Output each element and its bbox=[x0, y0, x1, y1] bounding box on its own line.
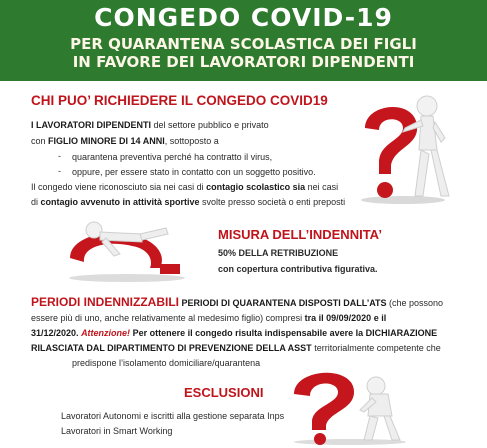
text-bold: FIGLIO MINORE DI 14 ANNI bbox=[48, 136, 165, 146]
bullet-dash: - bbox=[58, 151, 61, 161]
bullet-dash: - bbox=[58, 166, 61, 176]
text: del settore pubblico e privato bbox=[151, 120, 269, 130]
text: di bbox=[31, 197, 41, 207]
section-amount-title: MISURA DELL’INDENNITA’ bbox=[218, 227, 382, 242]
section-who-line-6 bbox=[31, 196, 345, 209]
section-who-line-5 bbox=[31, 181, 338, 194]
text-bold: PERIODI DI QUARANTENA DISPOSTI DALL’ATS bbox=[179, 298, 387, 308]
section-periods-line-3 bbox=[31, 327, 437, 340]
section-periods-line-5: predispone l’isolamento domiciliare/quarantena bbox=[72, 358, 261, 368]
section-who-line-1 bbox=[31, 119, 269, 132]
section-periods-title: PERIODI INDENNIZZABILI bbox=[31, 295, 180, 309]
exclusion-item-autonomous: Lavoratori Autonomi e iscritti alla gestione separata Inps bbox=[61, 411, 285, 421]
section-amount-line-1: 50% DELLA RETRIBUZIONE bbox=[218, 248, 339, 258]
text-bold: contagio scolastico sia bbox=[206, 182, 306, 192]
text: nei casi bbox=[305, 182, 339, 192]
section-periods-line-1 bbox=[31, 296, 443, 310]
person-lying-question-mark-illustration bbox=[62, 218, 192, 284]
text: Il congedo viene riconosciuto sia nei casi di bbox=[31, 182, 207, 192]
person-question-mark-illustration bbox=[345, 88, 465, 206]
exclusion-item-smart-working: Lavoratori in Smart Working bbox=[61, 426, 173, 436]
bullet-item-quarantine: quarantena preventiva perché ha contratto il virus, bbox=[72, 152, 273, 162]
text: essere più di uno, anche relativamente al medesimo figlio) compresi bbox=[31, 313, 305, 323]
text-bold: I LAVORATORI DIPENDENTI bbox=[31, 120, 152, 130]
header-banner bbox=[0, 0, 487, 81]
text-bold: Per ottenere il congedo risulta indispensabile avere la DICHIARAZIONE bbox=[130, 328, 438, 338]
page-title: CONGEDO COVID-19 bbox=[94, 3, 393, 32]
section-exclusions-title: ESCLUSIONI bbox=[184, 385, 264, 400]
section-who-title: CHI PUO’ RICHIEDERE IL CONGEDO COVID19 bbox=[31, 93, 328, 108]
text: con bbox=[31, 136, 49, 146]
section-periods-line-4 bbox=[31, 342, 441, 355]
attention-text: Attenzione! bbox=[81, 328, 131, 338]
bullet-item-contact: oppure, per essere stato in contatto con un soggetto positivo. bbox=[72, 167, 316, 177]
text: territorialmente competente che bbox=[311, 343, 441, 353]
section-who-line-2 bbox=[31, 135, 219, 148]
page-subtitle-line-1: PER QUARANTENA SCOLASTICA DEI FIGLI bbox=[70, 35, 417, 53]
text-bold: 31/12/2020. bbox=[31, 328, 79, 338]
section-periods-line-2 bbox=[31, 312, 386, 325]
text: (che possono bbox=[386, 298, 444, 308]
text-bold: RILASCIATA DAL DIPARTIMENTO DI PREVENZIONE DELLA ASST bbox=[31, 343, 312, 353]
text-bold: contagio avvenuto in attività sportive bbox=[40, 197, 200, 207]
text: svolte presso società o enti preposti bbox=[199, 197, 346, 207]
text-bold: tra il 09/09/2020 e il bbox=[304, 313, 387, 323]
section-amount-line-2: con copertura contributiva figurativa. bbox=[218, 264, 378, 274]
text: , sottoposto a bbox=[164, 136, 219, 146]
page-subtitle-line-2: IN FAVORE DEI LAVORATORI DIPENDENTI bbox=[72, 53, 415, 71]
question-mark-person-illustration bbox=[280, 366, 410, 446]
